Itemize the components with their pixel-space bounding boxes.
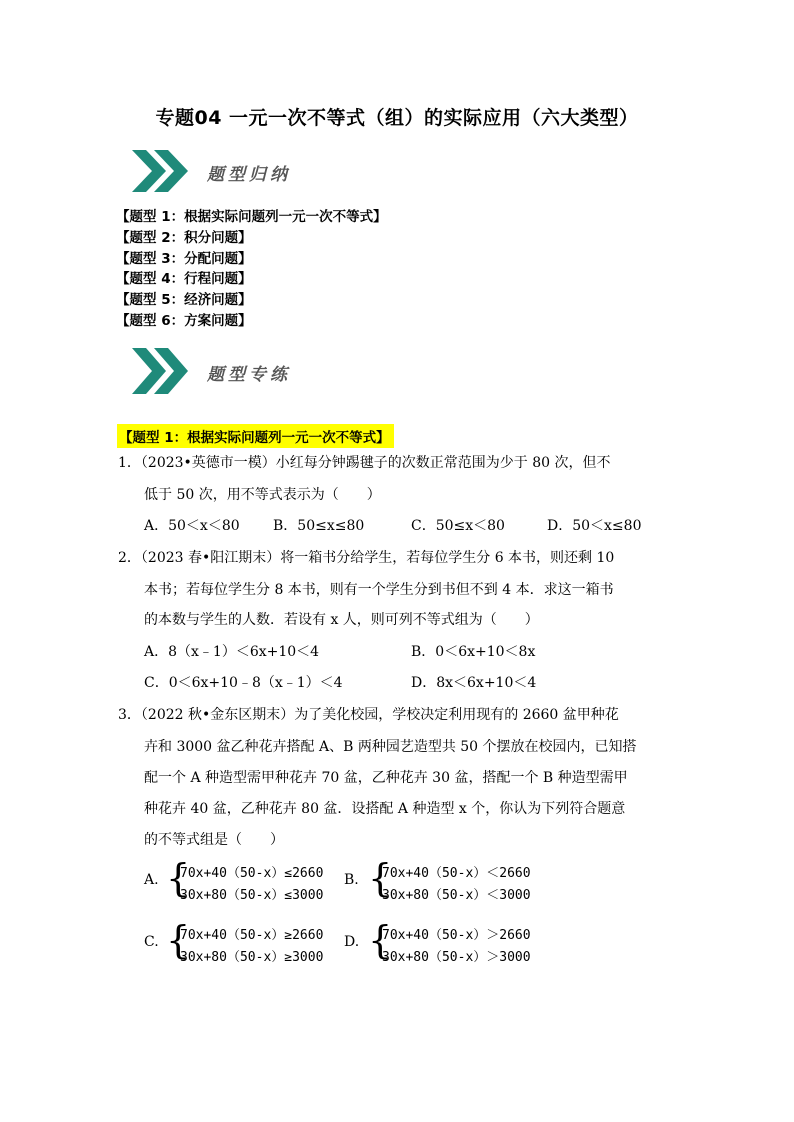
inequality-line: 30x+80（50-x）≤3000 xyxy=(180,888,324,903)
topic-item: 【题型 3：分配问题】 xyxy=(116,250,252,267)
question-3-line: 配一个 A 种造型需甲种花卉 70 盆，乙种花卉 30 盆，搭配一个 B 种造型需甲 xyxy=(144,770,628,786)
double-chevron-icon xyxy=(132,148,194,194)
inequality-line: 30x+80（50-x）≥3000 xyxy=(180,950,324,965)
topic-item: 【题型 6：方案问题】 xyxy=(116,312,252,329)
inequality-line: 70x+40（50-x）＞2660 xyxy=(382,928,531,943)
question-2-option-b: B．0＜6x+10＜8x xyxy=(411,644,536,660)
question-3-option-b-label: B. xyxy=(344,872,359,888)
topic-item: 【题型 5：经济问题】 xyxy=(116,292,252,309)
inequality-line: 70x+40（50-x）≤2660 xyxy=(180,866,324,881)
question-1-line: 低于 50 次，用不等式表示为（ ） xyxy=(144,487,381,503)
topic-item: 【题型 4：行程问题】 xyxy=(116,271,252,288)
question-2-option-d: D．8x＜6x+10＜4 xyxy=(411,675,537,691)
inequality-line: 70x+40（50-x）≥2660 xyxy=(180,928,324,943)
question-1-option-b: B．50≤x≤80 xyxy=(273,518,365,534)
topic-item: 【题型 1：根据实际问题列一元一次不等式】 xyxy=(116,209,387,225)
document-page: 专题04 一元一次不等式（组）的实际应用（六大类型） 题型归纳 【题型 1：根据实际问题列一元一次不等式】 【题型 2：积分问题】 【题型 3：分配问题】 【题型 4：行程问题】 【题型 5：经济问题】 【题型 6：方案问题】 题型专练 【题型 1：根据实际问题列一元一次不等式】 1．（2023•英德市一模）小红每分钟踢毽子的次数正常范围为少于 80 次，但不 低于 50 次，用不等式表示为（ ） A．50＜x＜80 B．50≤x≤80 C．50≤x＜80 D．50＜x≤80 2．（2023 春•阳江期末）将一箱书分给学生，若每位学生分 6 本书，则还剩 10 本书；若每位学生分 8 本书，则有一个学生分到书但不到 4 本．求这一箱书 的本数与学生的人数．若设有 x 人，则可列不等式组为（ ） A．8（x﹣1）＜6x+10＜4 B．0＜6x+10＜8x C．0＜6x+10﹣8（x﹣1）＜4 D．8x＜6x+10＜4 3．（2022 秋•金东区期末）为了美化校园，学校决定利用现有的 2660 盆甲种花 卉和 3000 盆乙种花卉搭配 A、B 两种园艺造型共 50 个摆放在校园内，已知搭 配一个 A 种造型需甲种花卉 70 盆，乙种花卉 30 盆，搭配一个 B 种造型需甲 种花卉 40 盆，乙种花卉 80 盆．设搭配 A 种造型 x 个，你认为下列符合题意 的不等式组是（ ） A. { 70x+40（50-x）≤2660 30x+80（50-x）≤3000 B. { 70x+40（50-x）＜2660 30x+80（50-x）＜3000 C. { 70x+40（50-x）≥2660 30x+80（50-x）≥3000 D. { 70x+40（50-x）＞2660 30x+80（50-x）＞3000 xyxy=(0,0,794,1122)
question-3-option-d-label: D. xyxy=(344,934,360,950)
question-1-option-d: D．50＜x≤80 xyxy=(547,518,642,534)
question-2-option-c: C．0＜6x+10﹣8（x﹣1）＜4 xyxy=(144,675,343,691)
question-3-option-c-label: C. xyxy=(144,934,159,950)
section-banner-summary xyxy=(132,148,392,198)
double-chevron-icon xyxy=(132,346,194,396)
question-2-line: 的本数与学生的人数．若设有 x 人，则可列不等式组为（ ） xyxy=(144,612,539,628)
banner-title: 题型归纳 xyxy=(207,165,291,185)
page-title: 专题04 一元一次不等式（组）的实际应用（六大类型） xyxy=(155,107,639,129)
topic-list xyxy=(116,207,387,332)
question-3-line: 3．（2022 秋•金东区期末）为了美化校园，学校决定利用现有的 2660 盆甲种花 xyxy=(118,707,619,723)
question-3-line: 的不等式组是（ ） xyxy=(144,832,284,848)
section-heading: 【题型 1：根据实际问题列一元一次不等式】 xyxy=(117,424,394,448)
question-1-line: 1．（2023•英德市一模）小红每分钟踢毽子的次数正常范围为少于 80 次，但不 xyxy=(118,455,611,471)
question-1-option-c: C．50≤x＜80 xyxy=(411,518,505,534)
question-3-line: 卉和 3000 盆乙种花卉搭配 A、B 两种园艺造型共 50 个摆放在校园内，已知搭 xyxy=(144,739,637,755)
banner-title: 题型专练 xyxy=(207,365,291,385)
inequality-line: 30x+80（50-x）＜3000 xyxy=(382,888,531,903)
inequality-line: 30x+80（50-x）＞3000 xyxy=(382,950,531,965)
question-3-option-a-label: A. xyxy=(144,872,159,888)
topic-item: 【题型 2：积分问题】 xyxy=(116,229,252,246)
question-2-line: 2．（2023 春•阳江期末）将一箱书分给学生，若每位学生分 6 本书，则还剩 10 xyxy=(118,550,615,566)
section-banner-practice xyxy=(132,346,392,396)
question-1-option-a: A．50＜x＜80 xyxy=(144,518,240,534)
question-2-option-a: A．8（x﹣1）＜6x+10＜4 xyxy=(144,644,320,660)
question-3-line: 种花卉 40 盆，乙种花卉 80 盆．设搭配 A 种造型 x 个，你认为下列符合题意 xyxy=(144,801,626,817)
inequality-line: 70x+40（50-x）＜2660 xyxy=(382,866,531,881)
question-2-line: 本书；若每位学生分 8 本书，则有一个学生分到书但不到 4 本．求这一箱书 xyxy=(144,582,614,598)
